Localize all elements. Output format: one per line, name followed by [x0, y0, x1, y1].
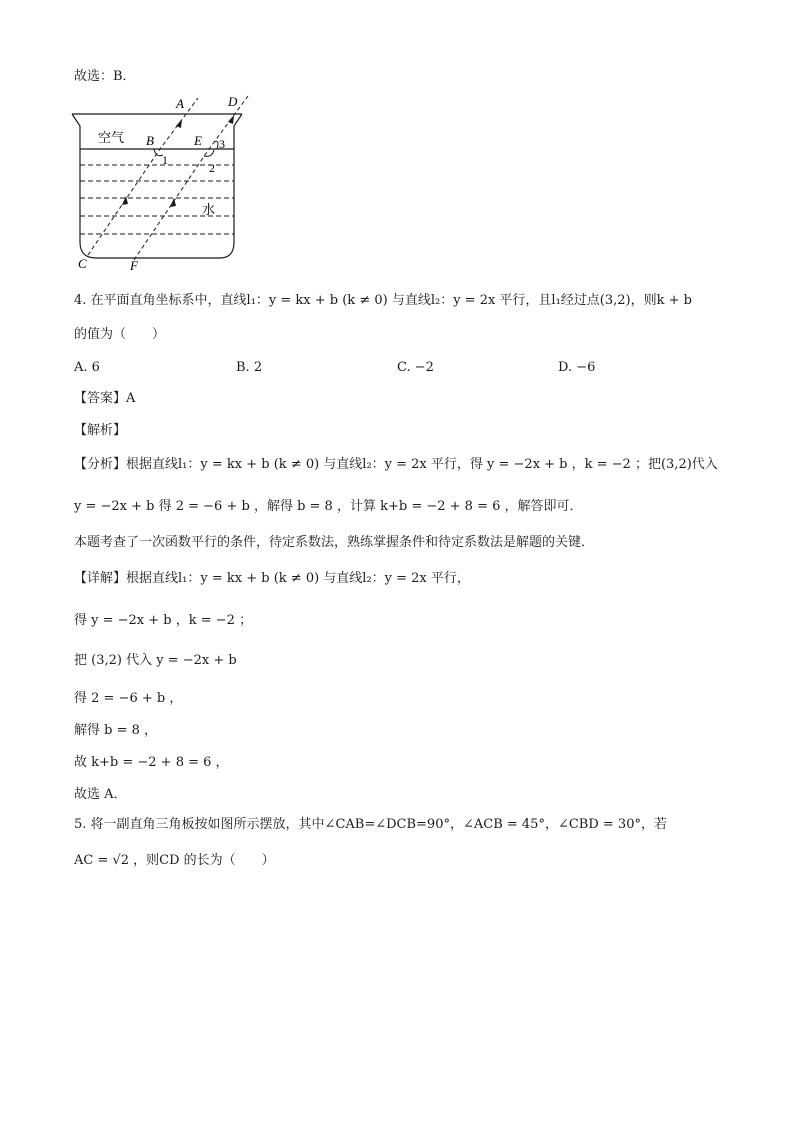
- point-d: D: [228, 94, 238, 109]
- angle-3-label: 3: [219, 137, 225, 151]
- angle-arc-3: [214, 141, 218, 149]
- answer-tag: 【答案】: [74, 391, 127, 406]
- angle-1-label: 1: [162, 153, 168, 167]
- fenxi-line2: y = −2x + b 得 2 = −6 + b ，解得 b = 8 ，计算 k+b = −2 + 8 = 6 ，解答即可．: [74, 499, 583, 514]
- detail-line6: 故 k+b = −2 + 8 = 6 ，: [74, 755, 229, 770]
- detail-line5: 解得 b = 8 ，: [74, 723, 158, 738]
- point-f: F: [130, 258, 138, 272]
- fenxi-text1: 根据直线l₁：y = kx + b (k ≠ 0) 与直线l₂：y = 2x 平行，得 y = −2x + b ，k = −2 ；把(3,2)代入: [126, 457, 718, 472]
- detail-line3: 把 (3,2) 代入 y = −2x + b: [74, 653, 237, 668]
- q5-stem-line1: [74, 816, 667, 834]
- arrow-4: [228, 115, 234, 124]
- q4-stem: 在平面直角坐标系中，直线l₁：y = kx + b (k ≠ 0) 与直线l₂：y = 2x 平行，且l₁经过点(3,2)，则k + b: [90, 293, 692, 308]
- answer-value: A: [126, 391, 136, 406]
- point-e: E: [194, 133, 202, 148]
- detail-line2: 得 y = −2x + b ，k = −2 ；: [74, 613, 253, 628]
- q4-stem-line2: 的值为（ ）: [74, 327, 166, 342]
- ray-arrows: [122, 115, 234, 207]
- water-dash-lines: [80, 165, 234, 234]
- water-label: 水: [202, 202, 216, 217]
- analysis-tag: 【解析】: [74, 423, 127, 438]
- point-c: C: [78, 256, 87, 271]
- fenxi-line1: [74, 456, 718, 474]
- refraction-figure: [64, 92, 264, 272]
- light-rays: [88, 96, 248, 260]
- q4-answer: [74, 390, 135, 408]
- point-a: A: [176, 96, 184, 111]
- air-label: 空气: [98, 130, 125, 145]
- q4-option-d: D. −6: [558, 360, 596, 375]
- q5-number: 5.: [74, 817, 87, 832]
- q4-option-c: C. −2: [397, 360, 434, 375]
- fenxi-tag: 【分析】: [74, 457, 127, 472]
- detail-line7: 故选 A．: [74, 787, 127, 802]
- q4-option-b: B. 2: [236, 360, 263, 375]
- q5-stem: 将一副直角三角板按如图所示摆放，其中∠CAB=∠DCB=90°，∠ACB = 45°，∠CBD = 30°，若: [90, 817, 667, 832]
- q4-option-a: A. 6: [74, 360, 100, 375]
- detail-text1: 根据直线l₁：y = kx + b (k ≠ 0) 与直线l₂：y = 2x 平行，: [126, 571, 470, 586]
- q4-number: 4.: [74, 293, 87, 308]
- detail-line4: 得 2 = −6 + b ，: [74, 691, 183, 706]
- angle-arc-2: [204, 150, 214, 156]
- q5-stem-line2: AC = √2 ，则CD 的长为（ ）: [74, 853, 275, 868]
- summary: 本题考查了一次函数平行的条件，待定系数法，熟练掌握条件和待定系数法是解题的关键．: [74, 535, 595, 550]
- prev-answer: 故选：B．: [74, 69, 136, 84]
- angle-2-label: 2: [209, 161, 215, 175]
- arrow-1: [122, 196, 128, 205]
- point-b: B: [146, 133, 154, 148]
- q4-stem-line1: [74, 292, 692, 310]
- detail-line1: [74, 570, 470, 588]
- detail-tag: 【详解】: [74, 571, 127, 586]
